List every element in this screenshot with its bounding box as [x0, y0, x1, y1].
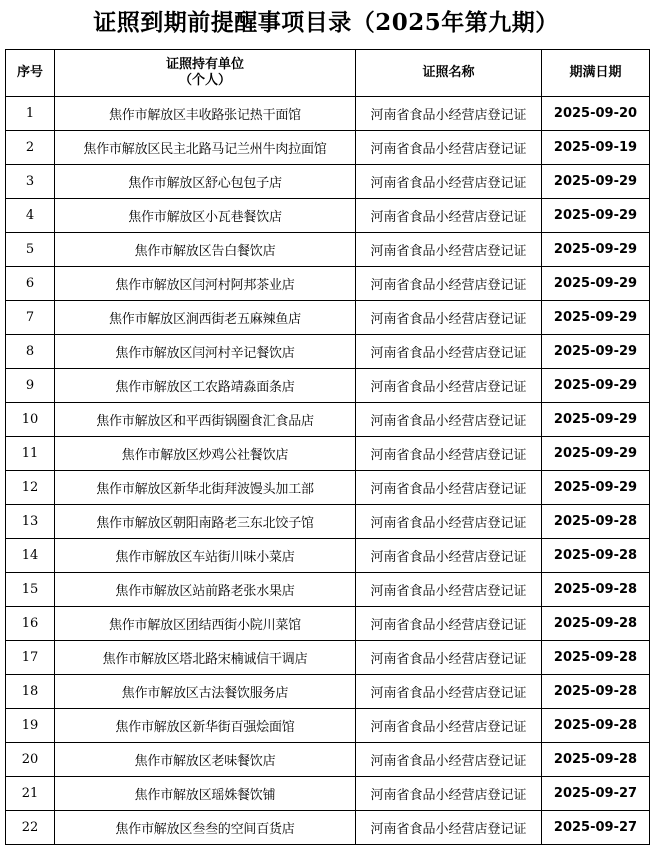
holder-cell: 焦作市解放区小瓦巷餐饮店: [55, 199, 356, 233]
holder-cell: 焦作市解放区车站街川味小菜店: [55, 539, 356, 573]
serial-number-cell: 5: [6, 233, 55, 267]
certificate-name-cell: 河南省食品小经营店登记证: [356, 709, 542, 743]
serial-number-cell: 8: [6, 335, 55, 369]
expiry-date-cell: 2025-09-27: [542, 811, 650, 845]
certificate-name-cell: 河南省食品小经营店登记证: [356, 199, 542, 233]
certificate-name-cell: 河南省食品小经营店登记证: [356, 369, 542, 403]
serial-number-cell: 17: [6, 641, 55, 675]
serial-number-cell: 21: [6, 777, 55, 811]
holder-cell: 焦作市解放区朝阳南路老三东北饺子馆: [55, 505, 356, 539]
certificate-name-cell: 河南省食品小经营店登记证: [356, 267, 542, 301]
expiry-date-cell: 2025-09-28: [542, 675, 650, 709]
certificate-name-cell: 河南省食品小经营店登记证: [356, 403, 542, 437]
expiry-date-cell: 2025-09-29: [542, 335, 650, 369]
certificate-name-cell: 河南省食品小经营店登记证: [356, 573, 542, 607]
certificate-name-cell: 河南省食品小经营店登记证: [356, 233, 542, 267]
holder-cell: 焦作市解放区老味餐饮店: [55, 743, 356, 777]
table-row: [6, 811, 650, 845]
certificate-name-cell: 河南省食品小经营店登记证: [356, 437, 542, 471]
holder-cell: 焦作市解放区塔北路宋楠诚信干调店: [55, 641, 356, 675]
holder-cell: 焦作市解放区新华北街拜波馒头加工部: [55, 471, 356, 505]
serial-number-cell: 13: [6, 505, 55, 539]
holder-cell: 焦作市解放区涧西街老五麻辣鱼店: [55, 301, 356, 335]
serial-number-cell: 2: [6, 131, 55, 165]
expiry-date-cell: 2025-09-28: [542, 709, 650, 743]
serial-number-cell: 18: [6, 675, 55, 709]
table-row: [6, 335, 650, 369]
certificate-name-cell: 河南省食品小经营店登记证: [356, 743, 542, 777]
certificate-name-cell: 河南省食品小经营店登记证: [356, 97, 542, 131]
holder-cell: 焦作市解放区和平西街锅圈食汇食品店: [55, 403, 356, 437]
table-row: [6, 641, 650, 675]
serial-number-cell: 9: [6, 369, 55, 403]
table-row: [6, 437, 650, 471]
serial-number-cell: 16: [6, 607, 55, 641]
expiry-date-cell: 2025-09-29: [542, 267, 650, 301]
table-row: [6, 471, 650, 505]
expiry-date-cell: 2025-09-28: [542, 607, 650, 641]
certificate-name-cell: 河南省食品小经营店登记证: [356, 471, 542, 505]
expiry-date-cell: 2025-09-28: [542, 641, 650, 675]
expiry-date-cell: 2025-09-29: [542, 165, 650, 199]
table-row: [6, 403, 650, 437]
serial-number-cell: 19: [6, 709, 55, 743]
certificate-name-cell: 河南省食品小经营店登记证: [356, 539, 542, 573]
expiry-date-cell: 2025-09-29: [542, 233, 650, 267]
header-holder-line2: （个人）: [178, 73, 231, 88]
document-title: 证照到期前提醒事项目录（2025年第九期）: [93, 9, 559, 36]
table-row: [6, 573, 650, 607]
serial-number-cell: 20: [6, 743, 55, 777]
holder-cell: 焦作市解放区闫河村阿邦茶业店: [55, 267, 356, 301]
table-row: [6, 369, 650, 403]
table-row: [6, 233, 650, 267]
certificate-name-cell: 河南省食品小经营店登记证: [356, 641, 542, 675]
expiry-reminder-table: [5, 49, 650, 845]
serial-number-cell: 10: [6, 403, 55, 437]
serial-number-cell: 22: [6, 811, 55, 845]
expiry-date-cell: 2025-09-29: [542, 403, 650, 437]
certificate-name-cell: 河南省食品小经营店登记证: [356, 301, 542, 335]
holder-cell: 焦作市解放区闫河村辛记餐饮店: [55, 335, 356, 369]
table-row: [6, 539, 650, 573]
certificate-name-cell: 河南省食品小经营店登记证: [356, 165, 542, 199]
table-row: [6, 165, 650, 199]
holder-cell: 焦作市解放区工农路靖淼面条店: [55, 369, 356, 403]
expiry-date-cell: 2025-09-19: [542, 131, 650, 165]
expiry-date-cell: 2025-09-29: [542, 437, 650, 471]
header-serial-number: 序号: [6, 50, 55, 97]
certificate-name-cell: 河南省食品小经营店登记证: [356, 811, 542, 845]
table-row: [6, 675, 650, 709]
serial-number-cell: 14: [6, 539, 55, 573]
expiry-date-cell: 2025-09-29: [542, 199, 650, 233]
expiry-date-cell: 2025-09-27: [542, 777, 650, 811]
table-row: [6, 709, 650, 743]
expiry-date-cell: 2025-09-28: [542, 505, 650, 539]
holder-cell: 焦作市解放区炒鸡公社餐饮店: [55, 437, 356, 471]
table-header-row: [6, 50, 650, 97]
table-row: [6, 97, 650, 131]
certificate-name-cell: 河南省食品小经营店登记证: [356, 675, 542, 709]
holder-cell: 焦作市解放区新华街百强烩面馆: [55, 709, 356, 743]
table-row: [6, 505, 650, 539]
holder-cell: 焦作市解放区告白餐饮店: [55, 233, 356, 267]
table-row: [6, 301, 650, 335]
certificate-name-cell: 河南省食品小经营店登记证: [356, 777, 542, 811]
expiry-date-cell: 2025-09-29: [542, 369, 650, 403]
table-row: [6, 607, 650, 641]
expiry-date-cell: 2025-09-28: [542, 539, 650, 573]
holder-cell: 焦作市解放区站前路老张水果店: [55, 573, 356, 607]
holder-cell: 焦作市解放区丰收路张记热干面馆: [55, 97, 356, 131]
table-row: [6, 777, 650, 811]
serial-number-cell: 7: [6, 301, 55, 335]
header-expiry-date: 期满日期: [542, 50, 650, 97]
expiry-date-cell: 2025-09-20: [542, 97, 650, 131]
expiry-date-cell: 2025-09-28: [542, 573, 650, 607]
header-holder: [55, 50, 356, 97]
table-row: [6, 267, 650, 301]
table-body: [6, 97, 650, 845]
holder-cell: 焦作市解放区古法餐饮服务店: [55, 675, 356, 709]
serial-number-cell: 12: [6, 471, 55, 505]
serial-number-cell: 4: [6, 199, 55, 233]
holder-cell: 焦作市解放区民主北路马记兰州牛肉拉面馆: [55, 131, 356, 165]
serial-number-cell: 11: [6, 437, 55, 471]
header-holder-line1: 证照持有单位: [165, 57, 244, 72]
certificate-name-cell: 河南省食品小经营店登记证: [356, 131, 542, 165]
header-certificate-name: 证照名称: [356, 50, 542, 97]
expiry-date-cell: 2025-09-29: [542, 301, 650, 335]
holder-cell: 焦作市解放区瑶姝餐饮铺: [55, 777, 356, 811]
holder-cell: 焦作市解放区舒心包包子店: [55, 165, 356, 199]
serial-number-cell: 3: [6, 165, 55, 199]
serial-number-cell: 6: [6, 267, 55, 301]
table-row: [6, 131, 650, 165]
certificate-name-cell: 河南省食品小经营店登记证: [356, 335, 542, 369]
serial-number-cell: 1: [6, 97, 55, 131]
expiry-date-cell: 2025-09-29: [542, 471, 650, 505]
table-row: [6, 743, 650, 777]
certificate-name-cell: 河南省食品小经营店登记证: [356, 607, 542, 641]
serial-number-cell: 15: [6, 573, 55, 607]
table-row: [6, 199, 650, 233]
holder-cell: 焦作市解放区团结西街小院川菜馆: [55, 607, 356, 641]
expiry-date-cell: 2025-09-28: [542, 743, 650, 777]
holder-cell: 焦作市解放区叁叁的空间百货店: [55, 811, 356, 845]
certificate-name-cell: 河南省食品小经营店登记证: [356, 505, 542, 539]
